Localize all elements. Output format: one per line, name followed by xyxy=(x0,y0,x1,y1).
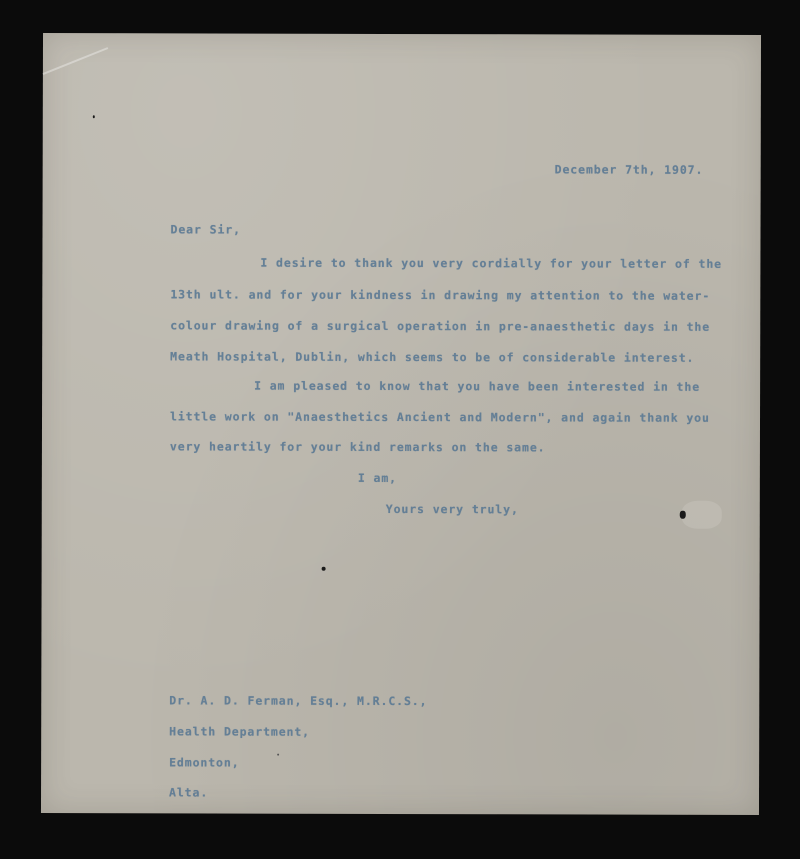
closing-yours: Yours very truly, xyxy=(385,501,519,517)
salutation: Dear Sir, xyxy=(170,222,241,237)
ink-speck xyxy=(93,115,95,118)
closing-i-am: I am, xyxy=(357,470,398,485)
letter-date: December 7th, 1907. xyxy=(554,162,704,177)
body-line-4: Meath Hospital, Dublin, which seems to be of considerable interest. xyxy=(170,349,695,365)
paper-crease xyxy=(43,47,109,75)
ink-speck xyxy=(680,511,686,519)
recipient-province: Alta. xyxy=(169,785,209,800)
body-line-6: little work on "Anaesthetics Ancient and Modern", and again thank you xyxy=(170,409,710,425)
recipient-city: Edmonton, xyxy=(169,755,240,770)
body-line-1: I desire to thank you very cordially for your letter of the xyxy=(260,255,723,271)
letter-page xyxy=(41,33,761,815)
body-line-7: very heartily for your kind remarks on the same. xyxy=(169,439,546,455)
body-line-5: I am pleased to know that you have been interested in the xyxy=(254,378,701,394)
recipient-name: Dr. A. D. Ferman, Esq., M.R.C.S., xyxy=(169,693,428,709)
ink-speck xyxy=(322,567,326,571)
recipient-department: Health Department, xyxy=(169,724,311,739)
ink-speck xyxy=(277,754,279,756)
paper-smudge xyxy=(682,501,722,529)
body-line-3: colour drawing of a surgical operation in pre-anaesthetic days in the xyxy=(170,318,711,334)
body-line-2: 13th ult. and for your kindness in drawing my attention to the water- xyxy=(170,287,711,303)
